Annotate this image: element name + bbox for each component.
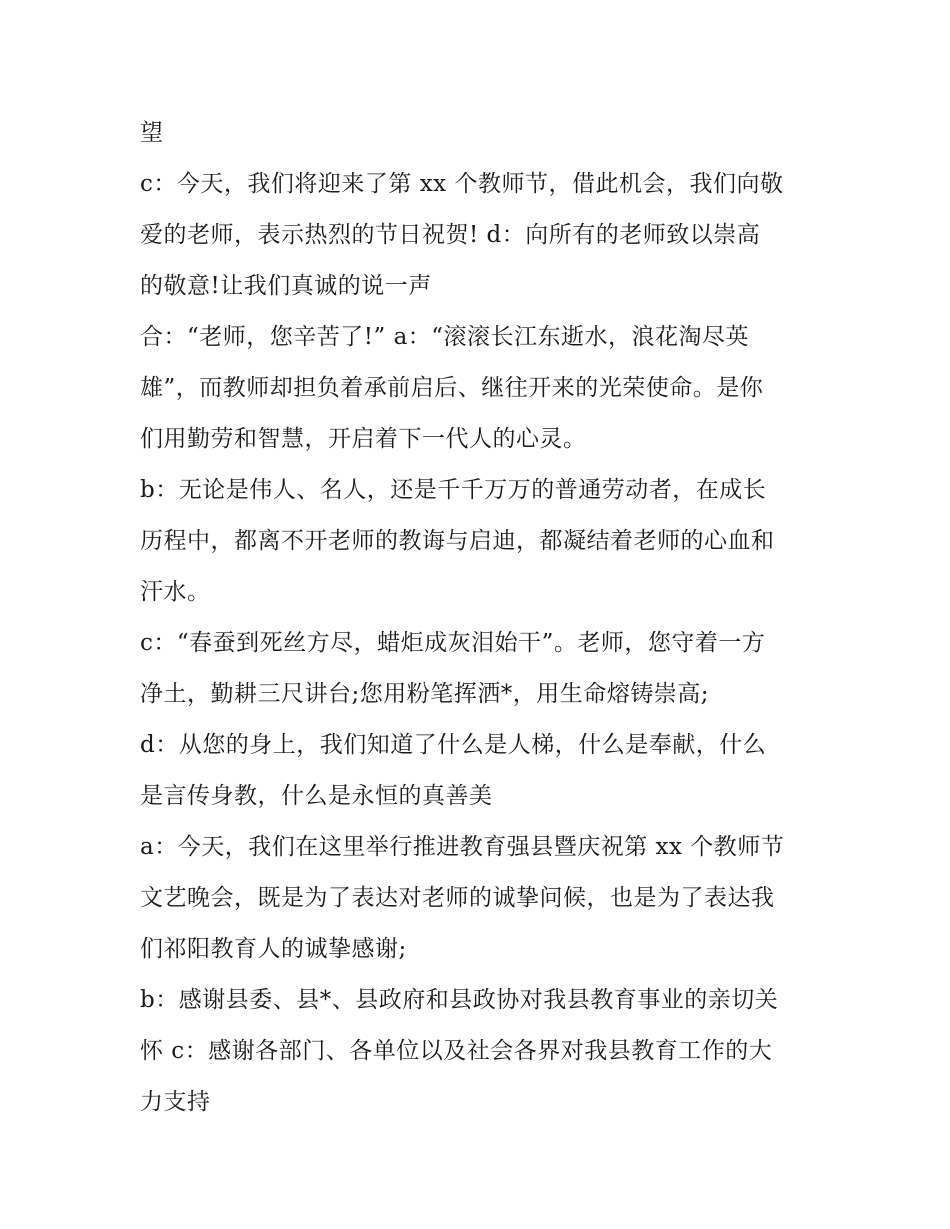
text-line: 净土，勤耕三尺讲台;您用粉笔挥洒*，用生命熔铸崇高; [140,681,709,707]
text-line: 们用勤劳和智慧，开启着下一代人的心灵。 [140,426,587,452]
text-line: c：“春蚕到死丝方尽，蜡炬成灰泪始干”。老师，您守着一方 [140,630,766,656]
text-line: c：今天，我们将迎来了第 xx 个教师节，借此机会，我们向敬 [140,171,784,197]
text-line: 望 [140,120,164,146]
text-line: 是言传身教，什么是永恒的真善美 [140,783,493,809]
text-line: b：感谢县委、县*、县政府和县政协对我县教育事业的亲切关 [140,987,779,1013]
text-line: 文艺晚会，既是为了表达对老师的诚挚问候，也是为了表达我 [140,885,775,911]
text-line: 们祁阳教育人的诚挚感谢; [140,936,407,962]
text-line: d：从您的身上，我们知道了什么是人梯，什么是奉献，什么 [140,732,767,758]
text-line: 爱的老师，表示热烈的节日祝贺! d：向所有的老师致以崇高 [140,222,761,248]
text-line: a：今天，我们在这里举行推进教育强县暨庆祝第 xx 个教师节 [140,834,785,860]
text-line: 力支持 [140,1089,211,1115]
text-line: 怀 c：感谢各部门、各单位以及社会各界对我县教育工作的大 [140,1038,773,1064]
text-line: b：无论是伟人、名人，还是千千万万的普通劳动者，在成长 [140,477,767,503]
text-line: 合：“老师，您辛苦了!” a：“滚滚长江东逝水，浪花淘尽英 [140,324,750,350]
text-line: 历程中，都离不开老师的教诲与启迪，都凝结着老师的心血和 [140,528,775,554]
document-body [140,108,820,1128]
text-line: 汗水。 [140,579,211,605]
text-line: 的敬意!让我们真诚的说一声 [140,273,432,299]
text-line: 雄”，而教师却担负着承前启后、继往开来的光荣使命。是你 [140,375,764,401]
